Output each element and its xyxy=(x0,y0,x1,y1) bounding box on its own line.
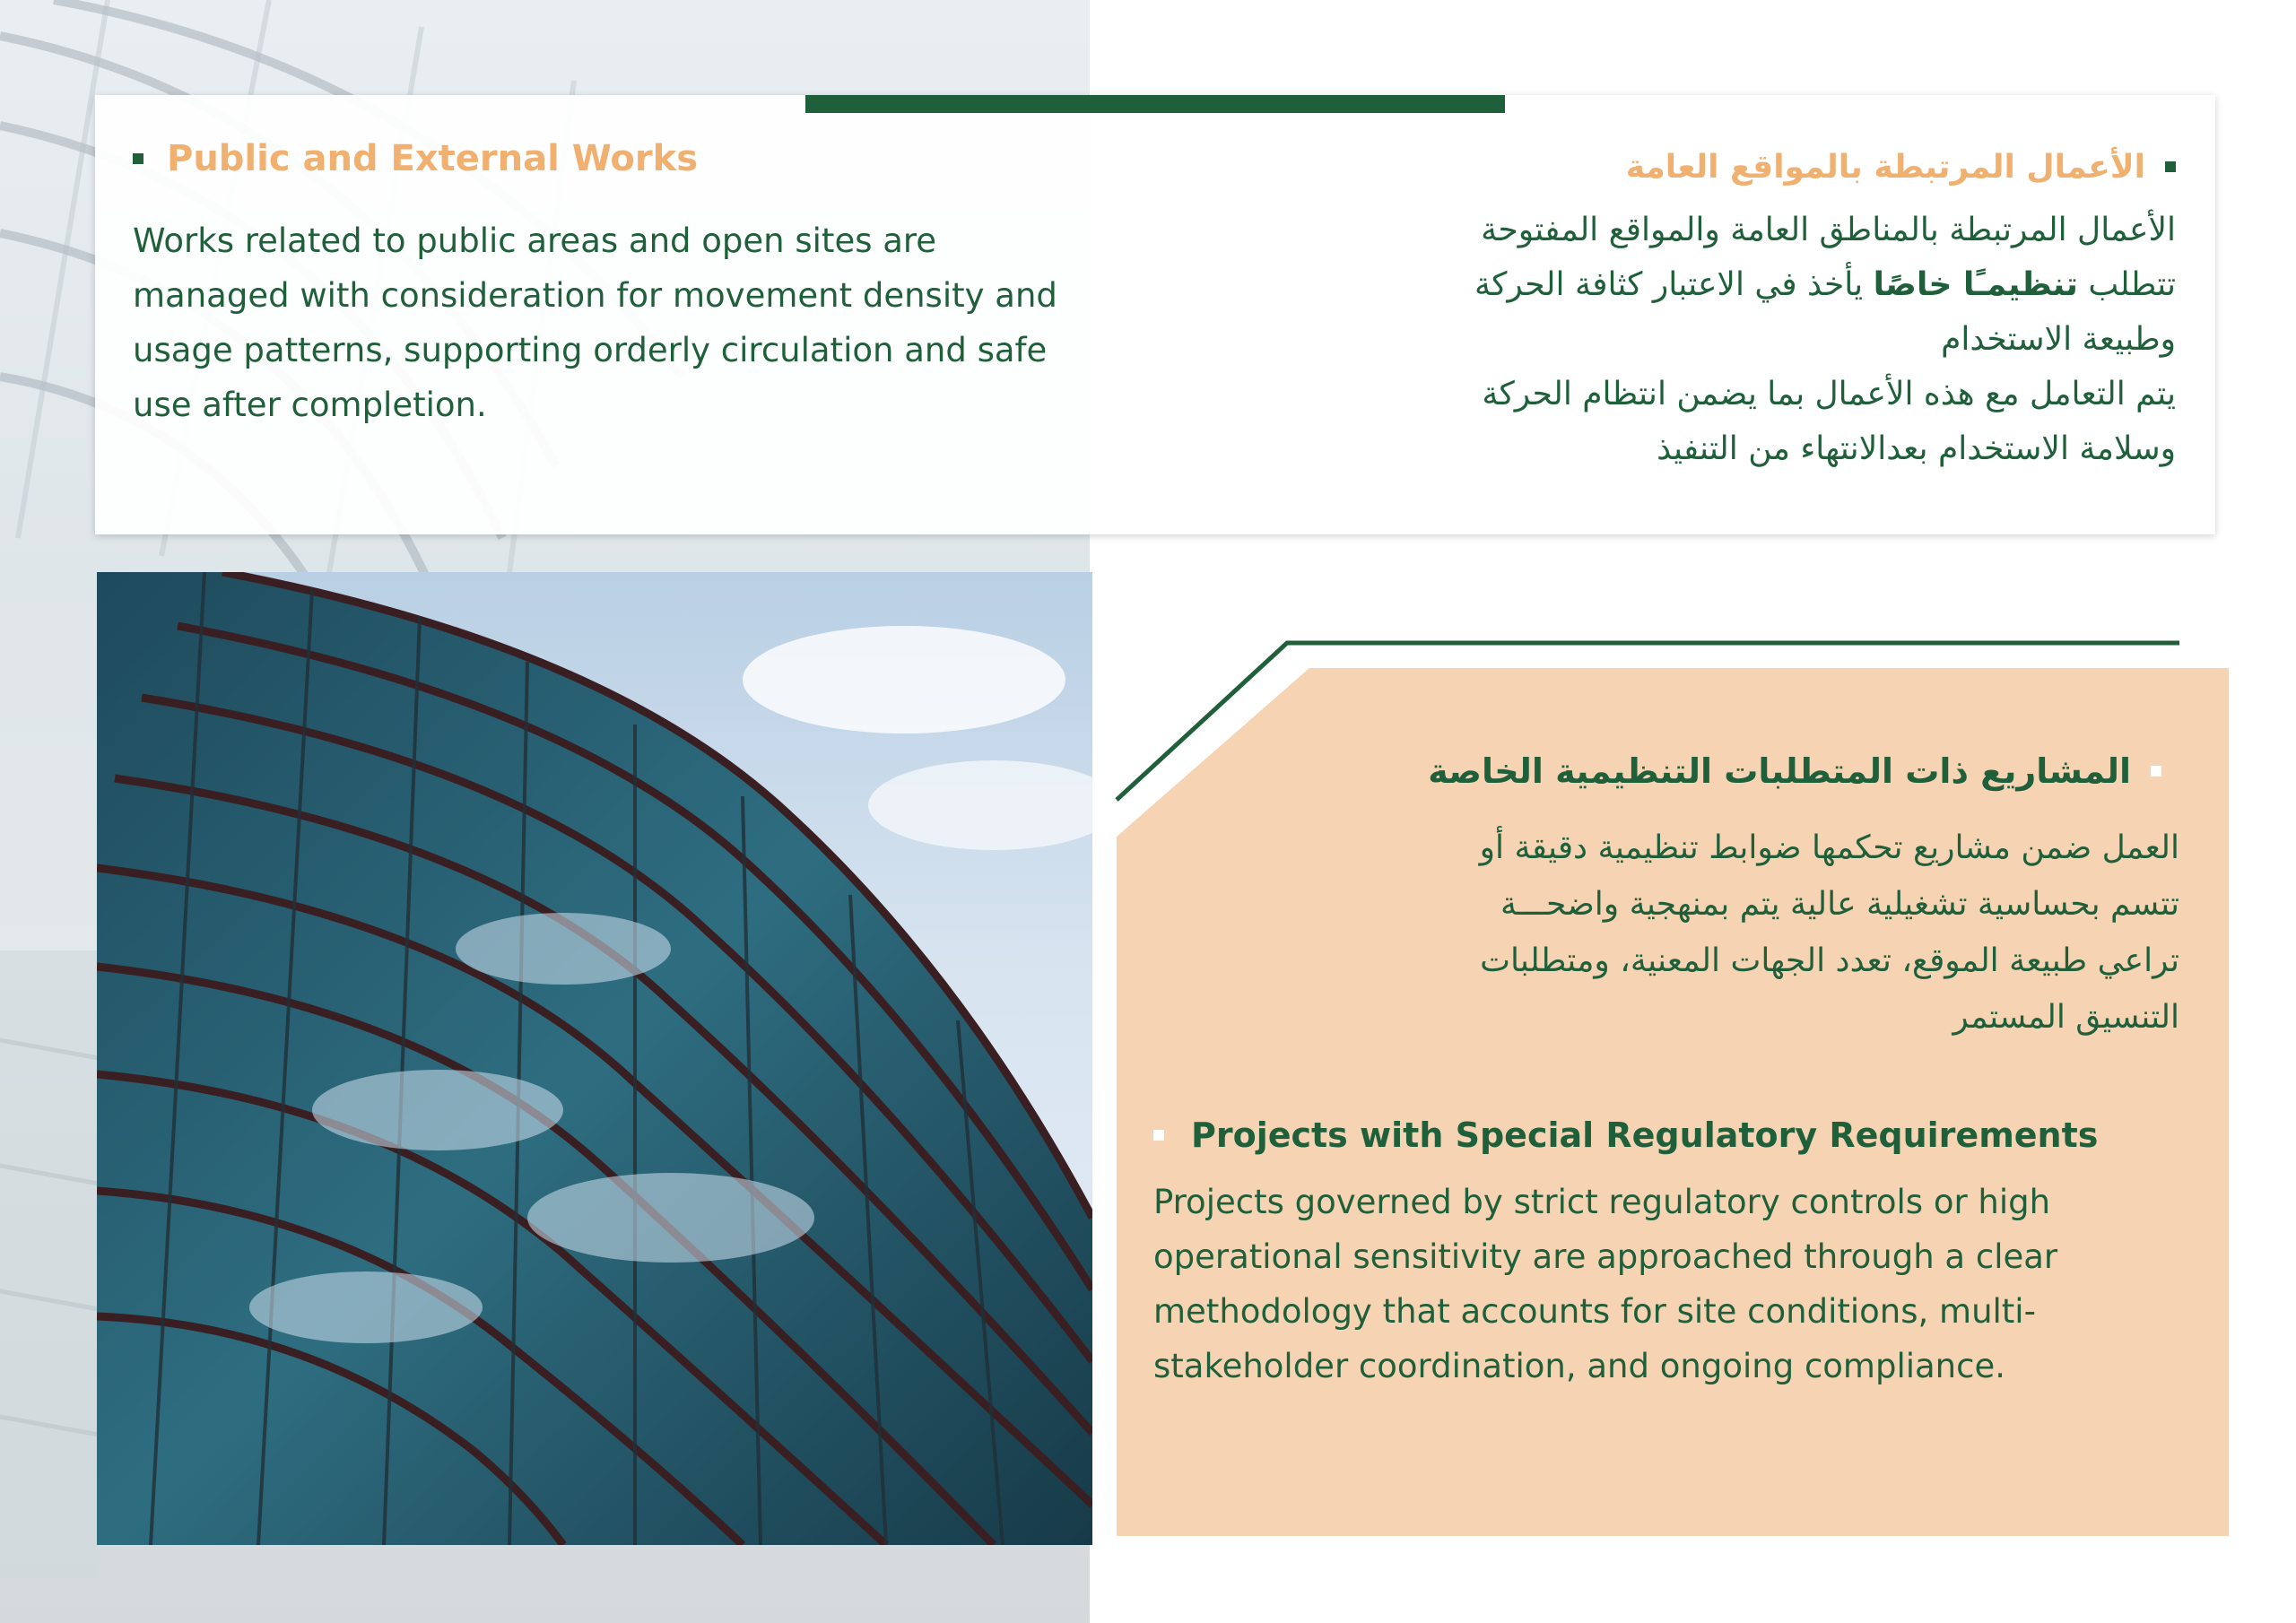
public-works-ar-line: الأعمال المرتبطة بالمناطق العامة والمواقع المفتوحة xyxy=(1481,212,2176,248)
square-bullet-icon xyxy=(133,153,144,164)
public-works-ar-line xyxy=(1243,257,2176,312)
public-works-title-ar-text: الأعمال المرتبطة بالمواقع العامة xyxy=(1625,148,2145,186)
public-works-ar-line: يتم التعامل مع هذه الأعمال بما يضمن انتظام الحركة xyxy=(1482,376,2176,412)
special-projects-ar-line: التنسيق المستمر xyxy=(1952,999,2179,1036)
special-projects-ar-line: تتسم بحساسية تشغيلية عالية يتم بمنهجية واضحـــة xyxy=(1500,886,2179,923)
top-accent-bar xyxy=(805,95,1505,113)
special-projects-body-en: Projects governed by strict regulatory controls or high operational sensitivity are approached through a clear methodology that accounts for site conditions, multi-stakeholder coordination, and ongoing compliance. xyxy=(1153,1183,2058,1385)
special-projects-title-en xyxy=(1153,1110,2098,1160)
square-bullet-icon xyxy=(1153,1130,1164,1141)
public-works-title-ar xyxy=(1626,143,2176,190)
special-projects-title-ar-text: المشاريع ذات المتطلبات التنظيمية الخاصة xyxy=(1428,751,2131,791)
ar-text-segment: يأخذ في الاعتبار كثافة الحركة xyxy=(1474,266,1874,303)
public-works-ar-line: وسلامة الاستخدام بعدالانتهاء من التنفيذ xyxy=(1657,430,2176,467)
glass-building-graphic xyxy=(97,572,1092,1545)
building-photo xyxy=(97,572,1092,1545)
public-works-body-en: Works related to public areas and open sites are managed with consideration for movement density and usage patterns, supporting orderly circulation and safe use after completion. xyxy=(133,221,1057,424)
special-projects-body-ar xyxy=(1229,820,2179,1046)
special-projects-panel xyxy=(1117,668,2229,1536)
public-works-ar-line: وطبيعة الاستخدام xyxy=(1941,321,2176,358)
special-projects-title-en-text: Projects with Special Regulatory Requirements xyxy=(1191,1115,2099,1155)
ar-text-segment: تتطلب xyxy=(2077,266,2176,303)
square-bullet-icon xyxy=(2165,161,2176,172)
special-projects-ar-line: تراعي طبيعة الموقع، تعدد الجهات المعنية، ومتطلبات xyxy=(1480,942,2179,979)
ar-bold-segment: تنظيمـًا خاصًا xyxy=(1873,266,2078,303)
special-projects-title-ar xyxy=(1428,746,2161,796)
special-projects-ar-line: العمل ضمن مشاريع تحكمها ضوابط تنظيمية دقيقة أو xyxy=(1479,829,2179,866)
public-works-body-ar xyxy=(1243,203,2176,476)
public-works-title-en-text: Public and External Works xyxy=(167,138,699,179)
square-bullet-icon xyxy=(2151,766,2161,777)
public-works-title-en xyxy=(133,136,698,181)
